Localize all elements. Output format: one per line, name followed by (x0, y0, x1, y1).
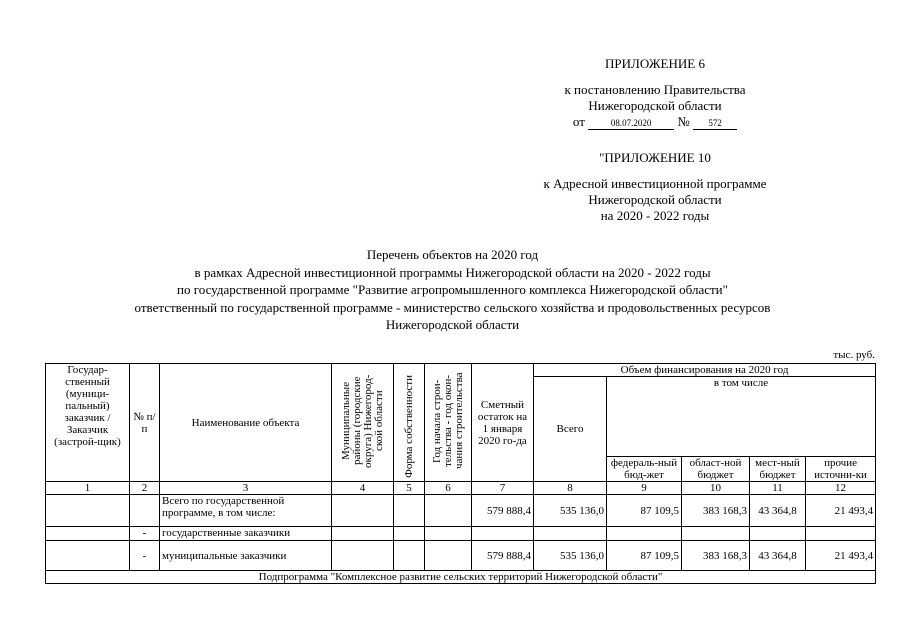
col-num: 10 (682, 482, 750, 495)
col-num: 11 (750, 482, 806, 495)
appendix-10-line3: на 2020 - 2022 годы (600, 208, 710, 223)
appendix-6-date-line (520, 114, 790, 130)
cell-years (425, 495, 472, 527)
cell-regional (682, 527, 750, 541)
objects-table (45, 363, 876, 584)
cell-other (806, 527, 876, 541)
cell-federal: 87 109,5 (607, 541, 682, 571)
header-balance: Сметный остаток на 1 января 2020 го-да (472, 364, 534, 482)
header-other: прочие источни-ки (806, 457, 876, 482)
cell-local (750, 527, 806, 541)
header-number: № п/п (130, 364, 160, 482)
cell-number: - (130, 527, 160, 541)
cell-other: 21 493,4 (806, 541, 876, 571)
cell-number (130, 495, 160, 527)
header-years (425, 364, 472, 482)
header-local: мест-ный бюджет (750, 457, 806, 482)
col-num: 9 (607, 482, 682, 495)
subprogram-row (46, 571, 876, 584)
cell-ownership (394, 541, 425, 571)
cell-balance (472, 527, 534, 541)
header-federal: федераль-ный бюд-жет (607, 457, 682, 482)
cell-object-name: муниципальные заказчики (160, 541, 332, 571)
column-number-row (46, 482, 876, 495)
header-years-text: Год начала строи-тельства - год окон-чания строительства (430, 372, 465, 470)
header-funding: Объем финансирования на 2020 год (534, 364, 876, 377)
col-num: 4 (332, 482, 394, 495)
header-object-name: Наименование объекта (160, 364, 332, 482)
table-row (46, 541, 876, 571)
cell-regional: 383 168,3 (682, 541, 750, 571)
appendix-6-block (520, 56, 790, 130)
cell-object-name: государственные заказчики (160, 527, 332, 541)
col-num: 6 (425, 482, 472, 495)
title-line: ответственный по государственной программе - министерство сельского хозяйства и продовольственных ресурсов (134, 299, 771, 315)
appendix-6-line2: Нижегородской области (588, 98, 722, 113)
cell-local: 43 364,8 (750, 541, 806, 571)
cell-balance: 579 888,4 (472, 495, 534, 527)
cell-district (332, 541, 394, 571)
title-line: Нижегородской области (385, 317, 520, 332)
cell-customer (46, 541, 130, 571)
col-num: 5 (394, 482, 425, 495)
header-ownership-text: Форма собственности (402, 375, 415, 478)
header-ownership (394, 364, 425, 482)
cell-local: 43 364,8 (750, 495, 806, 527)
appendix-10-line2: Нижегородской области (588, 192, 722, 207)
cell-customer (46, 527, 130, 541)
units-label: тыс. руб. (833, 349, 875, 361)
cell-total (534, 527, 607, 541)
header-regional: област-ной бюджет (682, 457, 750, 482)
title-line: Перечень объектов на 2020 год (366, 247, 539, 262)
header-customer: Государ-ственный (муници-пальный) заказчик /Заказчик (застрой-щик) (46, 364, 130, 482)
table-row (46, 495, 876, 527)
appendix-10-title: "ПРИЛОЖЕНИЕ 10 (599, 150, 711, 165)
cell-federal: 87 109,5 (607, 495, 682, 527)
title-line: по государственной программе "Развитие агропромышленного комплекса Нижегородской области" (177, 282, 728, 297)
header-district-text: Муниципальные районы (городские округа) Нижегород-ской области (339, 374, 385, 468)
cell-years (425, 541, 472, 571)
cell-federal (607, 527, 682, 541)
decree-date: 08.07.2020 (588, 118, 674, 130)
appendix-10-block (520, 150, 790, 224)
cell-number: - (130, 541, 160, 571)
document-title (40, 246, 865, 334)
col-num: 8 (534, 482, 607, 495)
cell-ownership (394, 527, 425, 541)
cell-ownership (394, 495, 425, 527)
decree-number: 572 (693, 118, 737, 130)
cell-other: 21 493,4 (806, 495, 876, 527)
cell-years (425, 527, 472, 541)
number-sign: № (677, 114, 690, 129)
cell-total: 535 136,0 (534, 495, 607, 527)
appendix-6-title: ПРИЛОЖЕНИЕ 6 (605, 56, 705, 71)
col-num: 12 (806, 482, 876, 495)
cell-object-name: Всего по государственной программе, в том числе: (160, 495, 332, 527)
col-num: 2 (130, 482, 160, 495)
cell-total: 535 136,0 (534, 541, 607, 571)
header-total: Всего (534, 377, 607, 482)
col-num: 3 (160, 482, 332, 495)
title-line: в рамках Адресной инвестиционной программы Нижегородской области на 2020 - 2022 годы (194, 264, 711, 280)
appendix-10-line1: к Адресной инвестиционной программе (543, 176, 767, 191)
cell-district (332, 527, 394, 541)
cell-district (332, 495, 394, 527)
appendix-6-line1: к постановлению Правительства (564, 82, 746, 97)
col-num: 1 (46, 482, 130, 495)
cell-regional: 383 168,3 (682, 495, 750, 527)
table-row (46, 527, 876, 541)
cell-customer (46, 495, 130, 527)
header-including: в том числе (607, 377, 876, 457)
cell-balance: 579 888,4 (472, 541, 534, 571)
header-district (332, 364, 394, 482)
header-row (46, 364, 876, 377)
date-prefix: от (572, 114, 585, 129)
subprogram-title: Подпрограмма "Комплексное развитие сельских территорий Нижегородской области" (46, 571, 876, 584)
col-num: 7 (472, 482, 534, 495)
